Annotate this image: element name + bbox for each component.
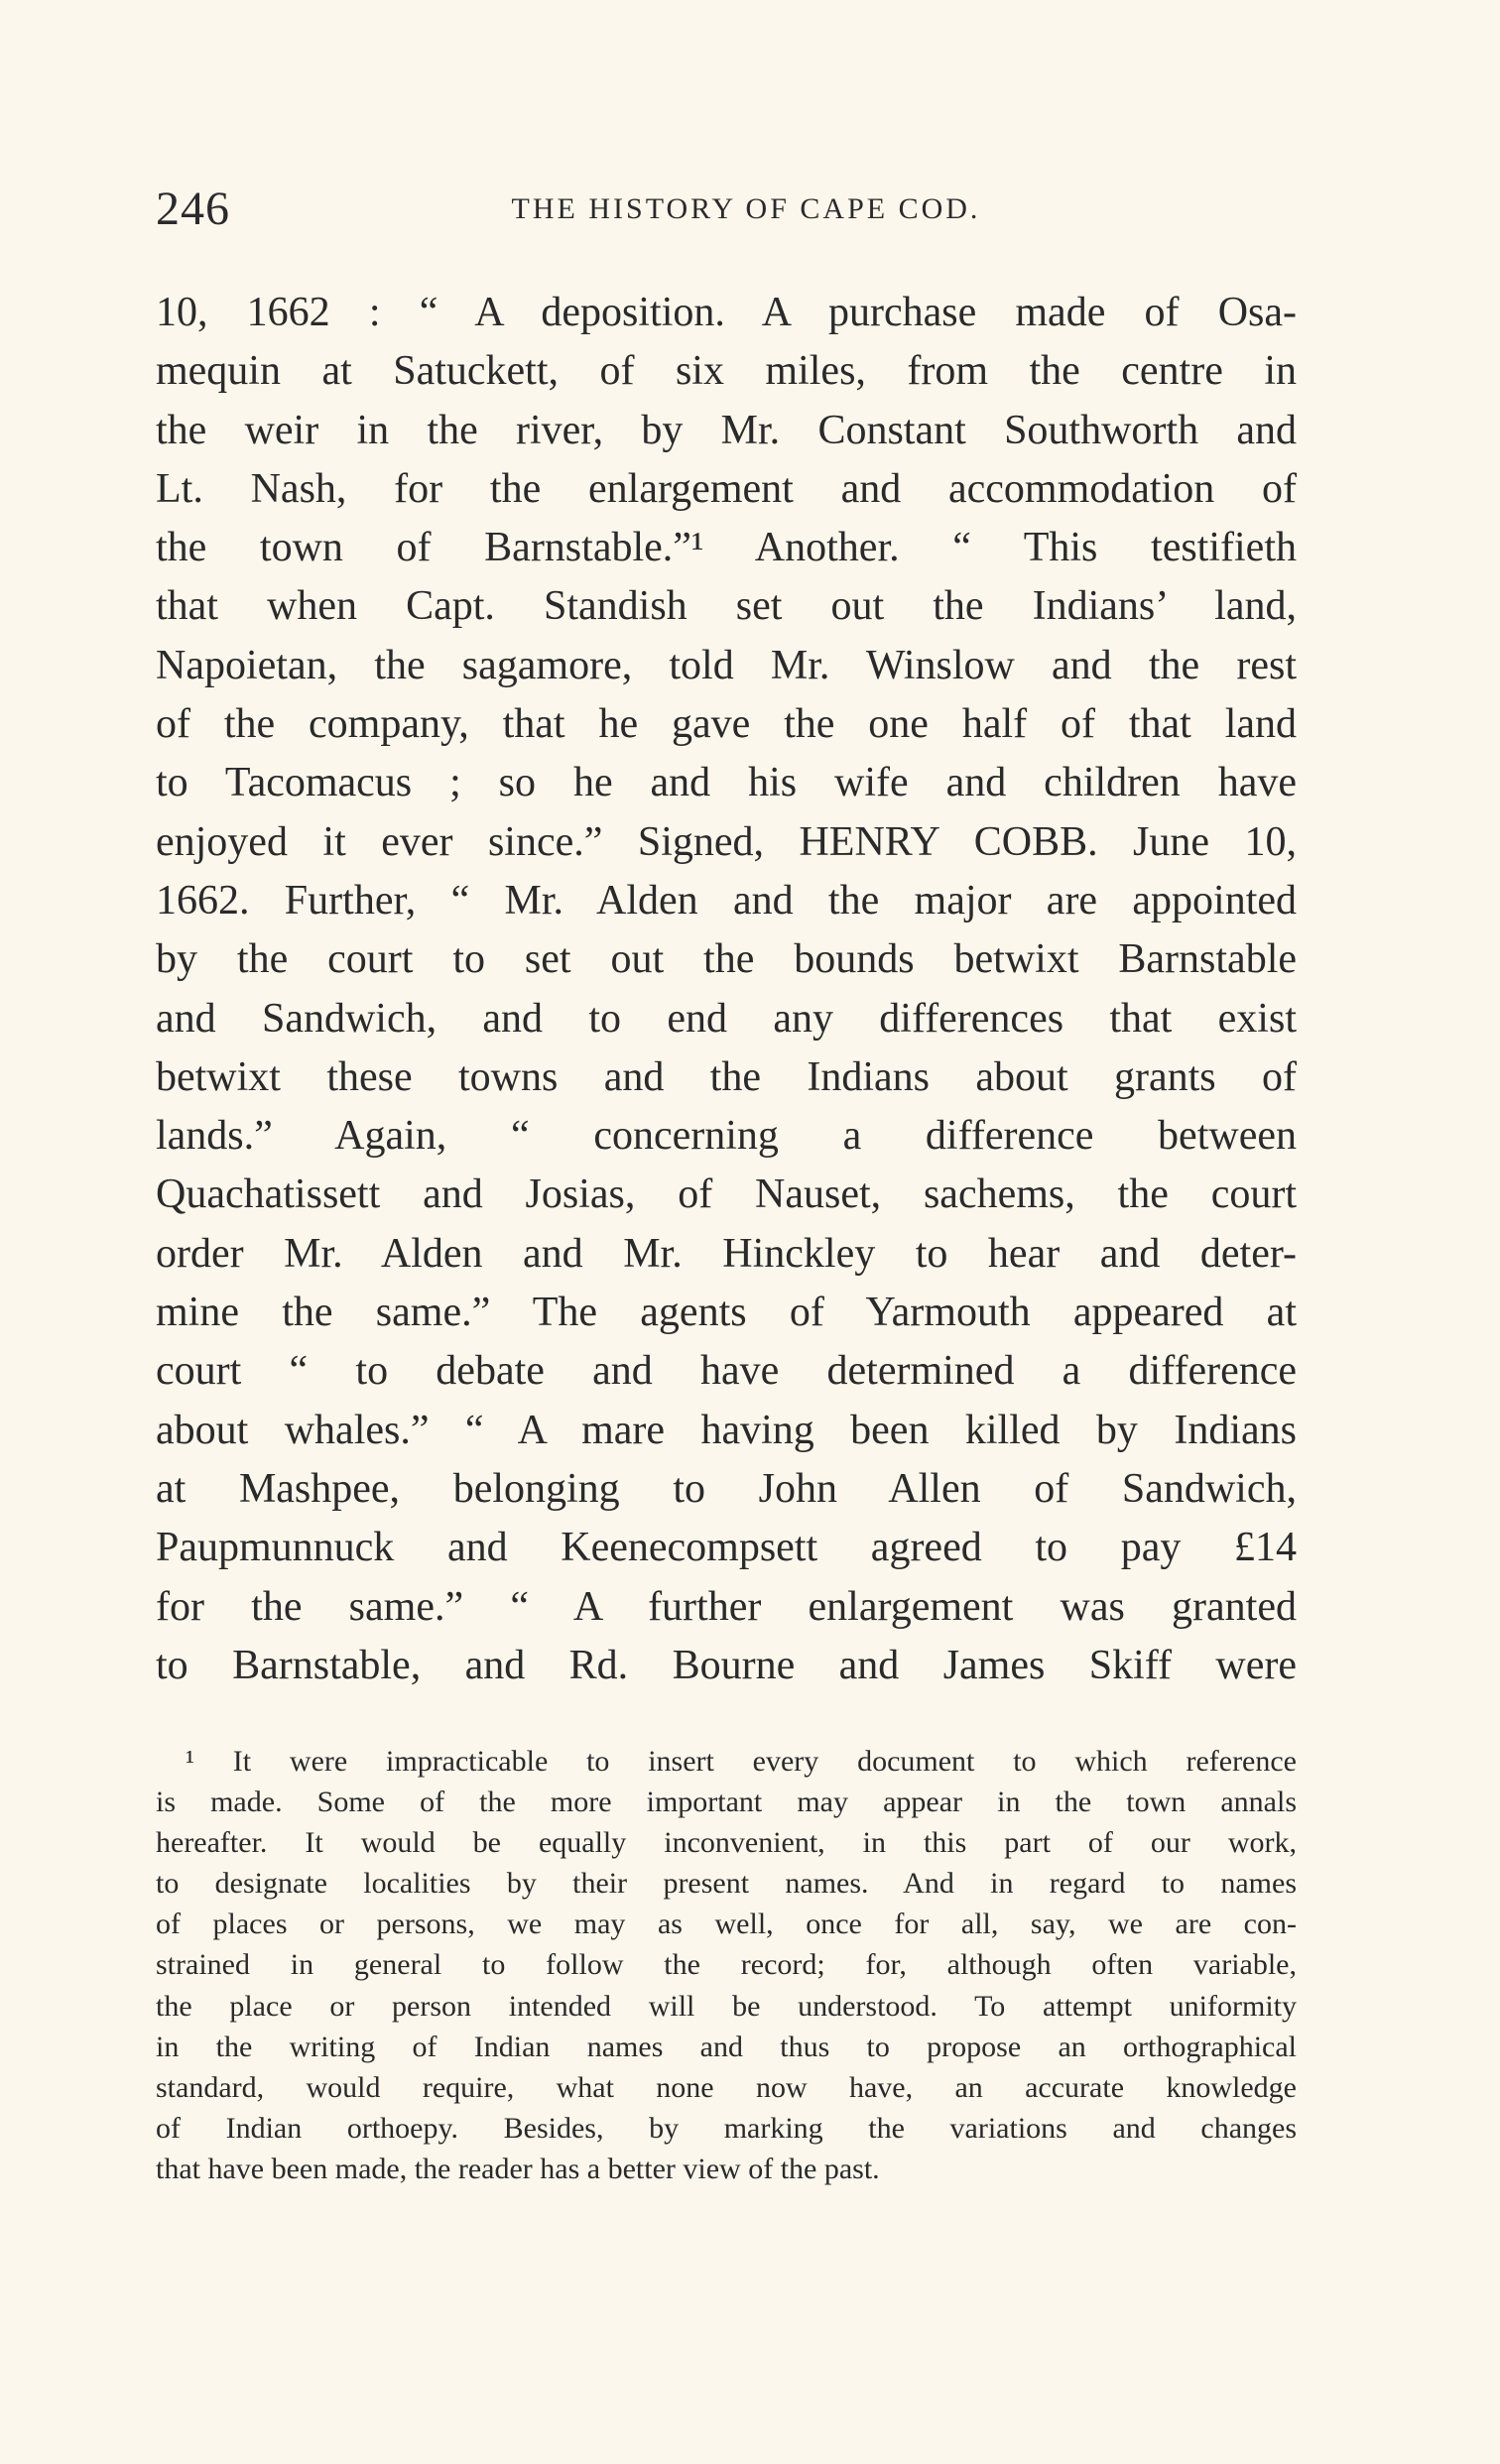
footnote	[156, 1741, 1297, 2189]
text-line: court “ to debate and have determined a difference	[156, 1348, 1297, 1395]
text-line: the weir in the river, by Mr. Constant Southworth and	[156, 407, 1297, 453]
page-header	[156, 175, 1297, 244]
running-head: THE HISTORY OF CAPE COD.	[511, 192, 981, 225]
text-line: enjoyed it ever since.” Signed, HENRY COBB. June 10,	[156, 818, 1297, 865]
footnote-line: of Indian orthoepy. Besides, by marking the variations and changes	[156, 2111, 1297, 2145]
text-line: Paupmunnuck and Keenecompsett agreed to pay £14	[156, 1525, 1297, 1571]
footnote-line: standard, would require, what none now have, an accurate knowledge	[156, 2070, 1297, 2104]
text-line: mine the same.” The agents of Yarmouth appeared at	[156, 1290, 1297, 1336]
text-line: mequin at Satuckett, of six miles, from the centre in	[156, 348, 1297, 395]
text-line: by the court to set out the bounds betwixt Barnstable	[156, 936, 1297, 983]
footnote-line: to designate localities by their present names. And in regard to names	[156, 1867, 1297, 1901]
footnote-line: the place or person intended will be understood. To attempt uniformity	[156, 1989, 1297, 2023]
footnote-line: hereafter. It would be equally inconvenient, in this part of our work,	[156, 1826, 1297, 1860]
footnote-line: is made. Some of the more important may appear in the town annals	[156, 1786, 1297, 1819]
text-line: to Tacomacus ; so he and his wife and children have	[156, 760, 1297, 806]
text-line: to Barnstable, and Rd. Bourne and James Skiff were	[156, 1642, 1297, 1688]
footnote-line: of places or persons, we may as well, once for all, say, we are con-	[156, 1908, 1297, 1941]
footnote-line: that have been made, the reader has a better view of the past.	[156, 2152, 880, 2185]
footnote-line: strained in general to follow the record; for, although often variable,	[156, 1948, 1297, 1982]
page-number: 246	[156, 183, 230, 235]
text-line: for the same.” “ A further enlargement was granted	[156, 1583, 1297, 1630]
text-line: Lt. Nash, for the enlargement and accommodation of	[156, 465, 1297, 512]
text-line: betwixt these towns and the Indians about grants of	[156, 1053, 1297, 1100]
text-line: Quachatissett and Josias, of Nauset, sachems, the court	[156, 1171, 1297, 1218]
text-line: about whales.” “ A mare having been killed by Indians	[156, 1407, 1297, 1453]
body-text	[156, 284, 1297, 1695]
text-line: lands.” Again, “ concerning a difference between	[156, 1113, 1297, 1160]
text-line: of the company, that he gave the one half of that land	[156, 701, 1297, 748]
text-line: 10, 1662 : “ A deposition. A purchase made of Osa-	[156, 290, 1297, 335]
text-line: that when Capt. Standish set out the Indians’ land,	[156, 583, 1297, 630]
text-line: order Mr. Alden and Mr. Hinckley to hear and deter-	[156, 1230, 1297, 1277]
text-line: at Mashpee, belonging to John Allen of Sandwich,	[156, 1465, 1297, 1512]
footnote-line: in the writing of Indian names and thus to propose an orthographical	[156, 2030, 1297, 2063]
text-line: Napoietan, the sagamore, told Mr. Winslow and the rest	[156, 642, 1297, 688]
text-line: and Sandwich, and to end any differences that exist	[156, 995, 1297, 1042]
footnote-line: ¹ It were impracticable to insert every document to which reference	[186, 1745, 1297, 1778]
text-line: the town of Barnstable.”¹ Another. “ This testifieth	[156, 525, 1297, 571]
text-line: 1662. Further, “ Mr. Alden and the major are appointed	[156, 877, 1297, 924]
